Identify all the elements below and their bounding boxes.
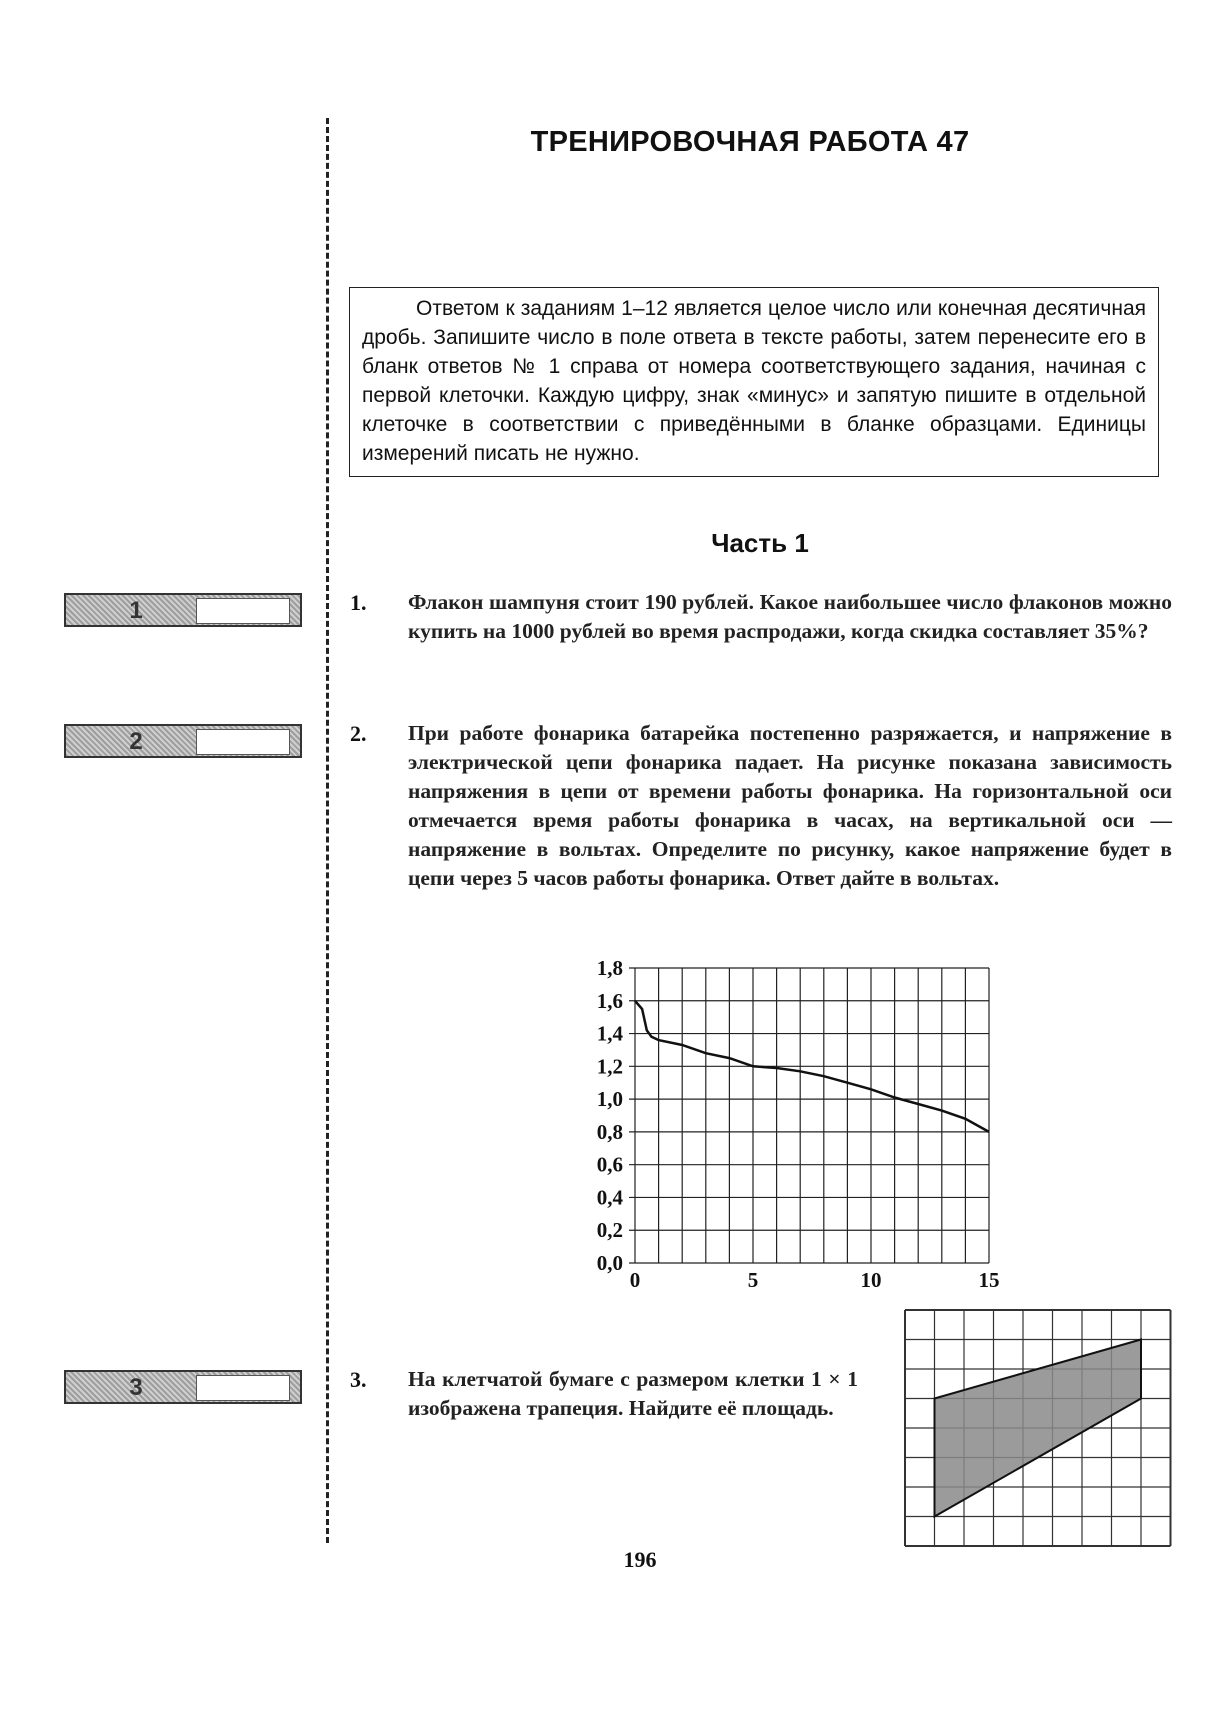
y-tick-label: 0,4: [596, 1185, 623, 1210]
cut-line: [326, 118, 329, 1543]
answer-box-label: 2: [129, 728, 143, 755]
y-tick-label: 1,2: [596, 1054, 623, 1079]
part-title: Часть 1: [711, 528, 809, 558]
task-1-text: Флакон шампуня стоит 190 рублей. Какое наибольшее число флаконов можно купить на 1000 рублей во время распродажи, когда скидка составляет 35%?: [408, 590, 1172, 643]
trapezoid-figure: [903, 1308, 1173, 1548]
x-tick-label: 0: [629, 1268, 641, 1292]
page-title: ТРЕНИРОВОЧНАЯ РАБОТА 47: [530, 126, 970, 158]
y-tick-label: 1,4: [596, 1021, 623, 1046]
chart-y-tick-labels: [597, 956, 624, 1275]
y-tick-label: 1,8: [596, 956, 623, 980]
voltage-chart: [560, 952, 1010, 1292]
task-2-text: При работе фонарика батарейка постепенно разряжается, и напряжение в электрической цепи фонарика падает. На рисунке показана зависимость напряжения в цепи от времени работы фонарика. На горизонтальной оси отмечается время работы фонарика в часах, на вертикальной оси — напряжение в вольтах. Определите по рисунку, какое напряжение будет в цепи через 5 часов работы фонарика. Ответ дайте в вольтах.: [408, 721, 1172, 890]
y-tick-label: 0,6: [596, 1152, 623, 1177]
task-number: 1.: [350, 590, 367, 615]
task-3-text: На клетчатой бумаге с размером клетки 1 × 1 изображена трапеция. Найдите её площадь.: [408, 1367, 858, 1420]
y-tick-label: 1,6: [596, 988, 623, 1013]
y-tick-label: 0,8: [596, 1119, 623, 1144]
x-tick-label: 5: [747, 1268, 759, 1292]
answer-box-2: [64, 724, 302, 758]
x-tick-label: 15: [978, 1268, 1000, 1292]
page-number: 196: [623, 1547, 657, 1572]
instructions-box: Ответом к заданиям 1–12 является целое число или конечная десятичная дробь. Запишите число в поле ответа в тексте работы, затем перенесите его в бланк ответов № 1 справа от номера соответствующего задания, начиная с первой клеточки. Каждую цифру, знак «минус» и запятую пишите в отдельной клеточке в соответствии с приведёнными в бланке образцами. Единицы измерений писать не нужно.: [349, 287, 1159, 477]
chart-x-tick-labels: [630, 1268, 1000, 1292]
y-tick-label: 1,0: [596, 1087, 623, 1112]
answer-box-1: [64, 593, 302, 627]
answer-box-3: [64, 1370, 302, 1404]
x-tick-label: 10: [860, 1268, 882, 1292]
task-number: 2.: [350, 721, 367, 746]
y-tick-label: 0,0: [596, 1251, 623, 1275]
answer-field-3[interactable]: [196, 1375, 290, 1401]
answer-field-1[interactable]: [196, 598, 290, 624]
answer-box-label: 1: [129, 597, 143, 624]
answer-box-label: 3: [129, 1374, 143, 1401]
chart-grid: [629, 968, 989, 1263]
answer-field-2[interactable]: [196, 729, 290, 755]
task-number: 3.: [350, 1367, 367, 1392]
y-tick-label: 0,2: [596, 1218, 623, 1243]
